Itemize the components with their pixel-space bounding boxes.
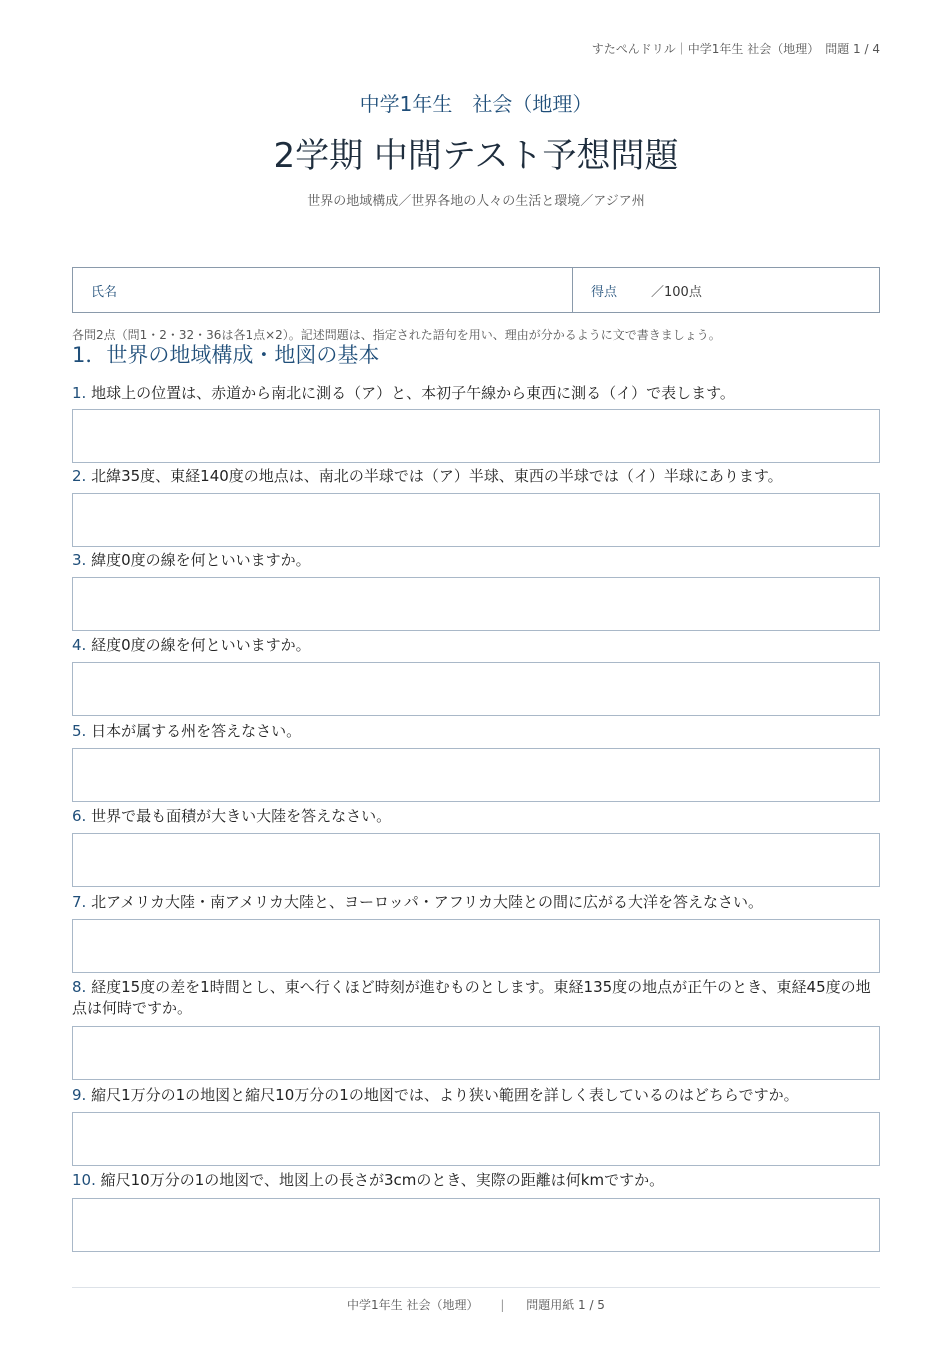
score-field[interactable] (573, 268, 879, 312)
answer-box[interactable] (72, 577, 880, 631)
subject-title: 中学1年生 社会（地理） (359, 92, 593, 116)
answer-box[interactable] (72, 1198, 880, 1252)
question-text (72, 1085, 880, 1106)
title-block (0, 88, 952, 212)
answer-box[interactable] (72, 748, 880, 802)
question-number: 4. (72, 636, 87, 654)
question-item (72, 977, 880, 1019)
question-text (72, 721, 880, 742)
answer-box[interactable] (72, 833, 880, 887)
answer-box[interactable] (72, 1112, 880, 1166)
question-text (72, 635, 880, 656)
answer-box[interactable] (72, 409, 880, 463)
page-title: 2学期 中間テスト予想問題 (273, 136, 679, 176)
footer (0, 1296, 952, 1313)
question-text (72, 806, 880, 827)
question-number: 2. (72, 467, 87, 485)
answer-box[interactable] (72, 493, 880, 547)
answer-box[interactable] (72, 919, 880, 973)
question-number: 1. (72, 384, 87, 402)
question-text (72, 1170, 880, 1191)
units-subtitle: 世界の地域構成／世界各地の人々の生活と環境／アジア州 (307, 194, 645, 209)
question-text (72, 892, 880, 913)
question-number: 7. (72, 893, 87, 911)
question-item (72, 466, 880, 487)
question-body: 緯度0度の線を何といいますか。 (91, 551, 311, 569)
footer-separator: | (500, 1298, 505, 1312)
question-text (72, 977, 880, 1019)
question-body: 地球上の位置は、赤道から南北に測る（ア）と、本初子午線から東西に測る（イ）で表します。 (91, 384, 735, 402)
question-item (72, 383, 880, 404)
question-item (72, 892, 880, 913)
question-item (72, 721, 880, 742)
question-body: 日本が属する州を答えなさい。 (91, 722, 302, 740)
answer-box[interactable] (72, 1026, 880, 1080)
header-meta: すたぺんドリル｜中学1年生 社会（地理） 問題 1 / 4 (591, 42, 880, 56)
question-text (72, 383, 880, 404)
question-body: 経度0度の線を何といいますか。 (91, 636, 311, 654)
question-number: 5. (72, 722, 87, 740)
question-item (72, 806, 880, 827)
question-number: 10. (72, 1171, 96, 1189)
name-score-table (72, 267, 880, 313)
question-number: 6. (72, 807, 87, 825)
question-text (72, 466, 880, 487)
answer-box[interactable] (72, 662, 880, 716)
question-item (72, 635, 880, 656)
score-label: 得点 (591, 284, 618, 300)
question-number: 3. (72, 551, 87, 569)
question-body: 北アメリカ大陸・南アメリカ大陸と、ヨーロッパ・アフリカ大陸との間に広がる大洋を答えなさい。 (91, 893, 763, 911)
section-title: 1．世界の地域構成・地図の基本 (72, 343, 380, 367)
name-field[interactable] (73, 268, 573, 312)
question-text (72, 550, 880, 571)
question-body: 世界で最も面積が大きい大陸を答えなさい。 (91, 807, 392, 825)
question-body: 経度15度の差を1時間とし、東へ行くほど時刻が進むものとします。東経135度の地点が正午のとき、東経45度の地点は何時ですか。 (72, 978, 871, 1017)
footer-subject: 中学1年生 社会（地理） (347, 1298, 479, 1312)
question-number: 8. (72, 978, 87, 996)
score-total: ／100点 (651, 284, 702, 300)
question-body: 縮尺10万分の1の地図で、地図上の長さが3cmのとき、実際の距離は何kmですか。 (100, 1171, 665, 1189)
question-body: 北緯35度、東経140度の地点は、南北の半球では（ア）半球、東西の半球では（イ）半球にあります。 (91, 467, 783, 485)
question-body: 縮尺1万分の1の地図と縮尺10万分の1の地図では、より狭い範囲を詳しく表しているのはどちらですか。 (91, 1086, 799, 1104)
footer-page-number: 問題用紙 1 / 5 (526, 1298, 605, 1312)
question-number: 9. (72, 1086, 87, 1104)
question-item (72, 1170, 880, 1191)
name-label: 氏名 (91, 284, 118, 300)
footer-divider (72, 1287, 880, 1288)
question-item (72, 1085, 880, 1106)
question-item (72, 550, 880, 571)
instructions: 各問2点（問1・2・32・36は各1点×2）。記述問題は、指定された語句を用い、理由が分かるように文で書きましょう。 (72, 328, 721, 342)
